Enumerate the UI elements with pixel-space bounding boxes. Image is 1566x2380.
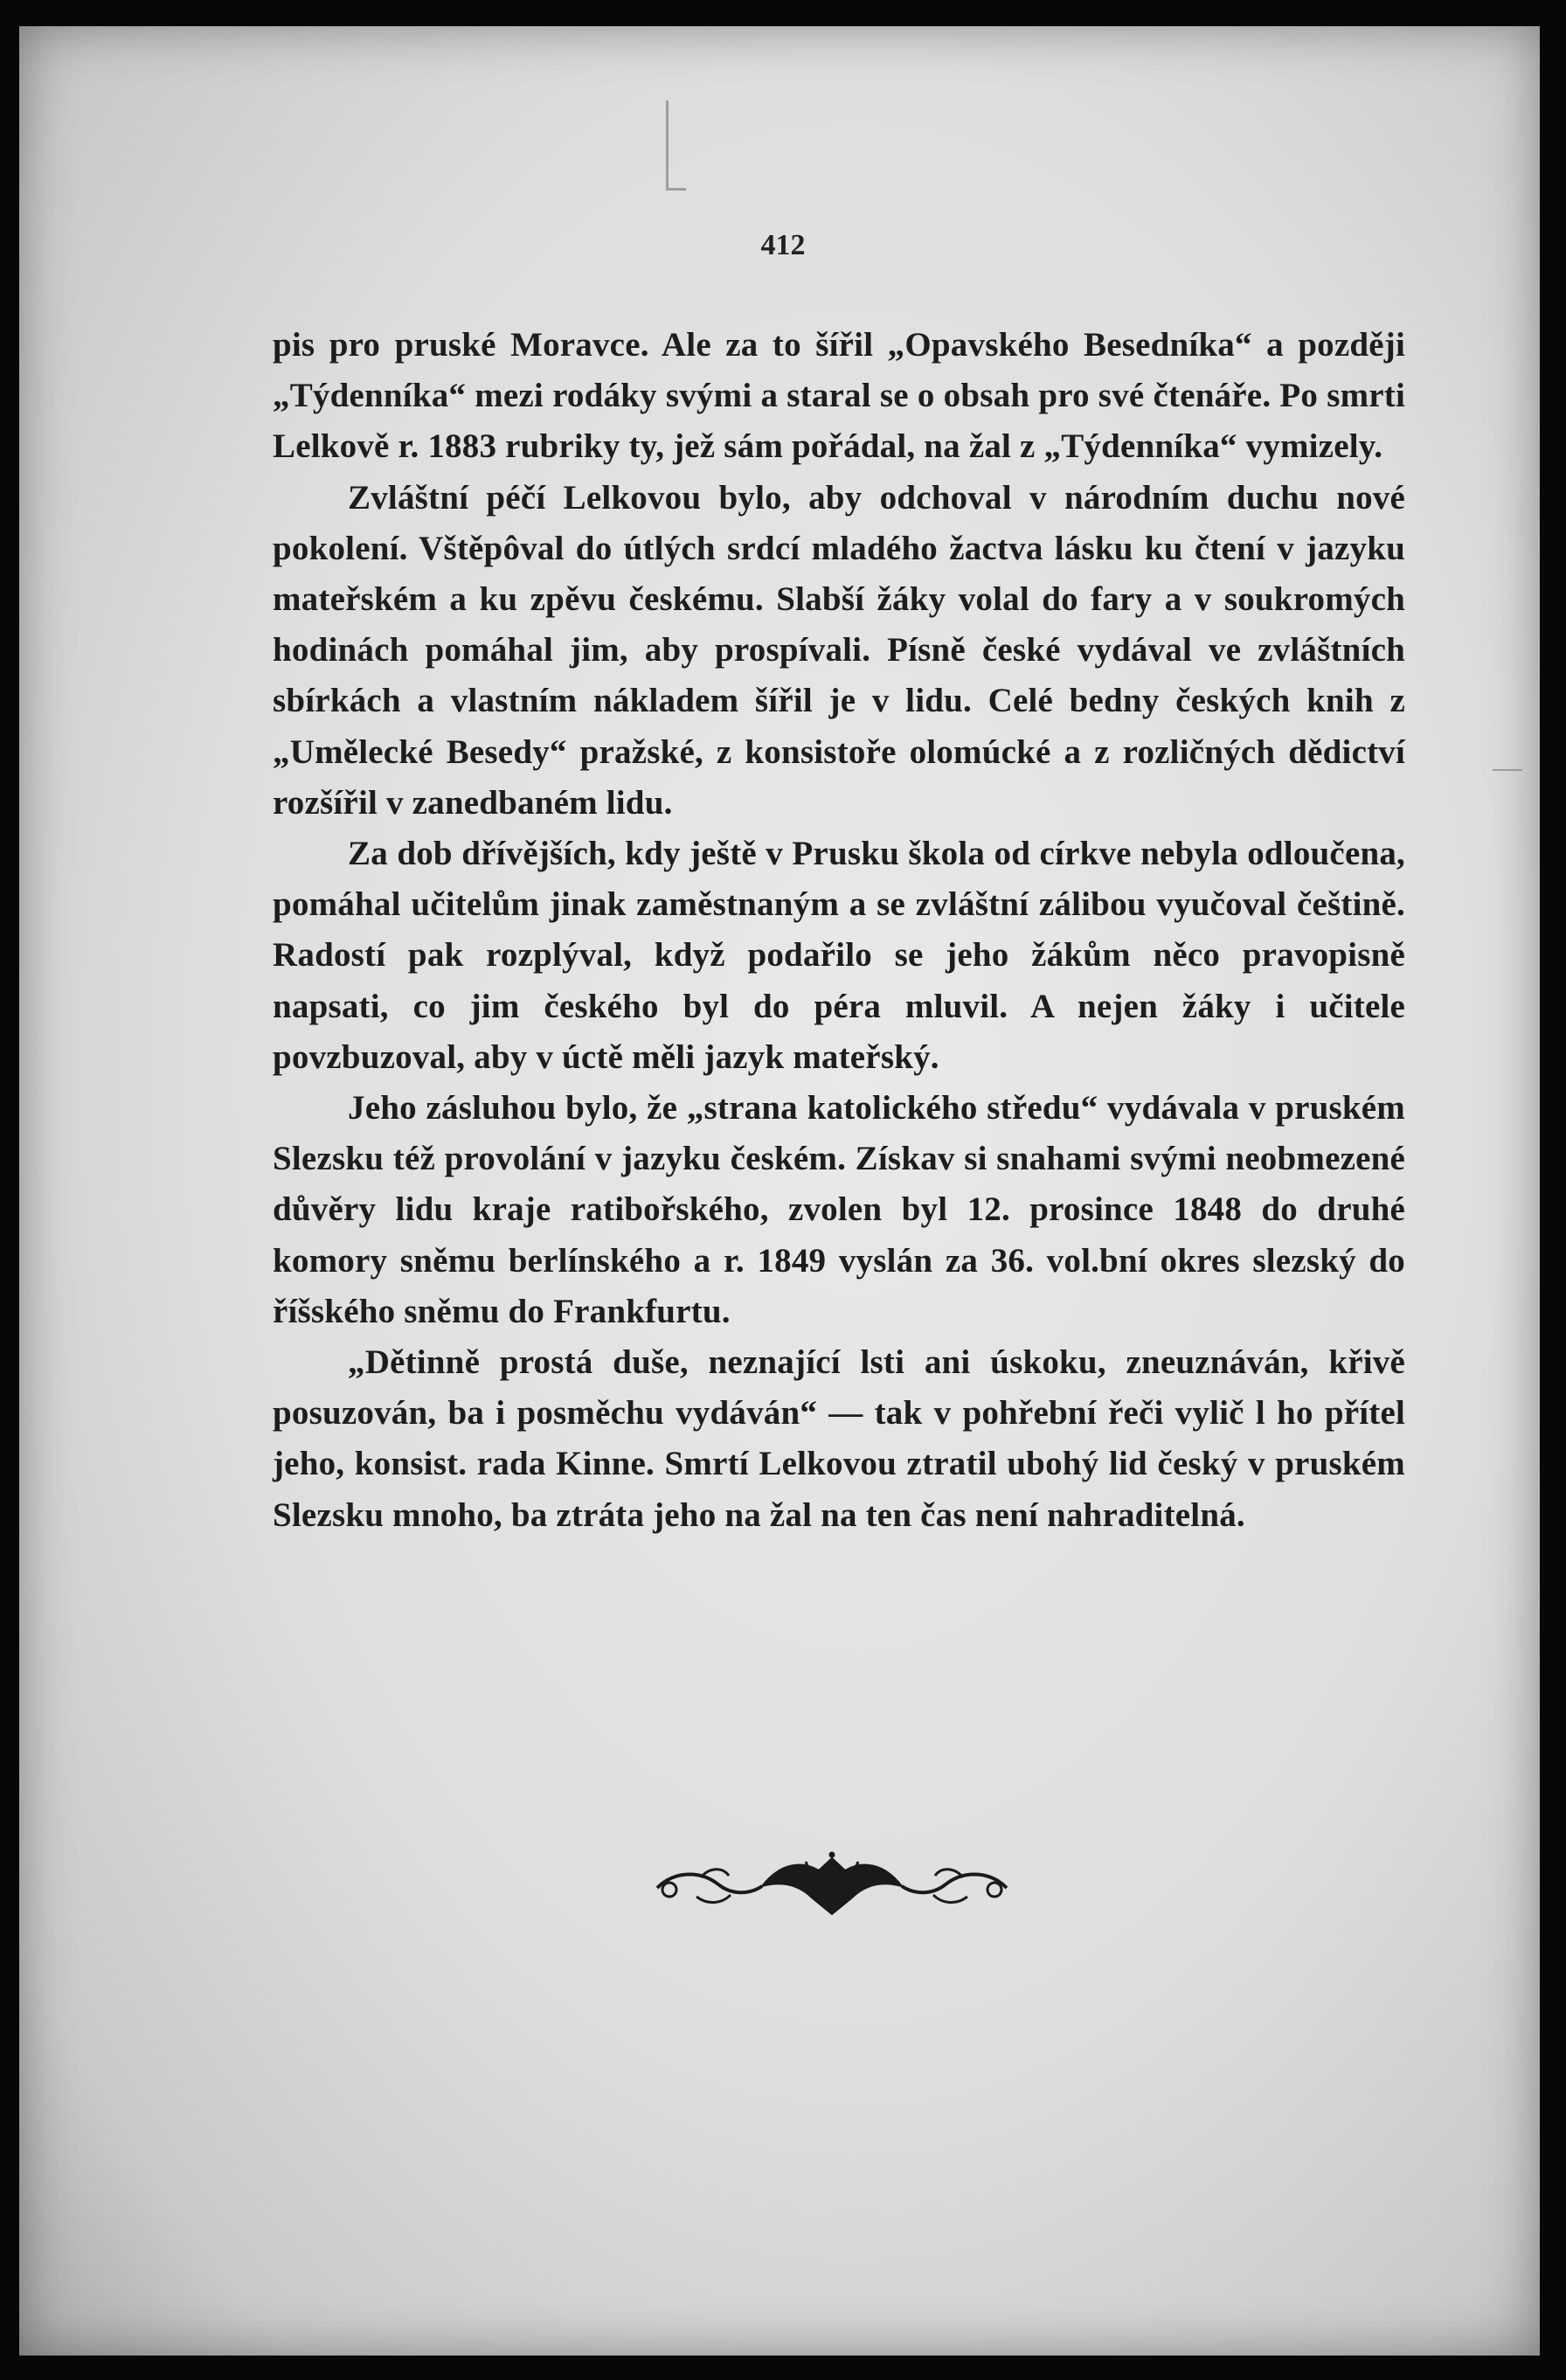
binding-mark xyxy=(666,101,686,191)
paragraph-4: Jeho zásluhou bylo, že „strana katolického středu“ vydávala v pruském Slezsku též provolání v jazyku českém. Získav si snahami svými neobmezené důvěry lidu kraje ratibořského, zvolen byl 12. prosince 1848 do druhé komory sněmu berlínského a r. 1849 vyslán za 36. vol.bní okres slezský do říšského sněmu do Frankfurtu. xyxy=(273,1089,1405,1330)
fleuron-ornament xyxy=(648,1851,1015,1921)
paragraph-5: „Dětinně prostá duše, neznající lsti ani úskoku, zneuznáván, křivě posuzován, ba i posměchu vydáván“ — tak v pohřební řeči vylič l ho přítel jeho, konsist. rada Kinne. Smrtí Lelkovou ztratil ubohý lid český v pruském Slezsku mnoho, ba ztráta jeho na žal na ten čas není nahraditelná. xyxy=(273,1343,1405,1534)
paragraph-2: Zvláštní péčí Lelkovou bylo, aby odchoval v národním duchu nové pokolení. Vštěpôval do útlých srdcí mladého žactva lásku ku čtení v jazyku mateřském a ku zpěvu českému. Slabší žáky volal do fary a v soukromých hodinách pomáhal jim, aby prospívali. Písně české vydával ve zvláštních sbírkách a vlastním nákladem šířil je v lidu. Celé bedny českých knih z „Umělecké Besedy“ pražské, z konsistoře olomúcké a z rozličných dědictví rozšířil v zanedbaném lidu. xyxy=(273,478,1405,822)
paragraph-3: Za dob dřívějších, kdy ještě v Prusku škola od církve nebyla odloučena, pomáhal učitelům jinak zaměstnaným a se zvláštní zálibou vyučoval češtině. Radostí pak rozplýval, když podařilo se jeho žákům něco pravopisně napsati, co jim českého byl do péra mluvil. A nejen žáky i učitele povzbuzoval, aby v úctě měli jazyk mateřský. xyxy=(273,835,1405,1076)
margin-mark xyxy=(1493,769,1522,771)
body-text xyxy=(273,320,1405,1541)
page-number: 412 xyxy=(760,229,806,261)
paragraph-1: pis pro pruské Moravce. Ale za to šířil „Opavského Besedníka“ a později „Týdenníka“ mezi rodáky svými a staral se o obsah pro své čtenáře. Po smrti Lelkově r. 1883 rubriky ty, jež sám pořádal, na žal z „Týdenníka“ vymizely. xyxy=(273,326,1405,466)
